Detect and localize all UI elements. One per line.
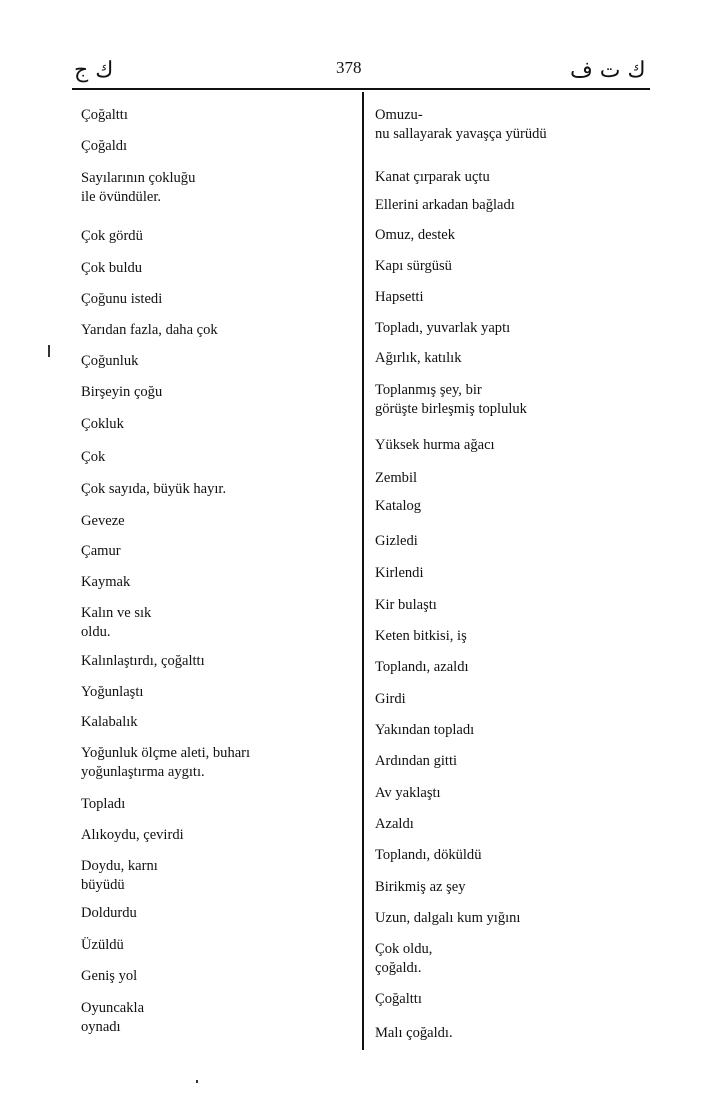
- turkish-meaning: çoğaldı.: [375, 960, 422, 976]
- turkish-meaning: Doydu, karnı: [81, 858, 158, 874]
- turkish-meaning: ile övündüler.: [81, 189, 162, 205]
- scan-speck: [48, 345, 50, 357]
- turkish-meaning: Geveze: [81, 513, 125, 529]
- turkish-meaning: Kir bulaştı: [375, 597, 437, 613]
- turkish-meaning: Çoğaldı: [81, 138, 128, 154]
- turkish-meaning: Girdi: [375, 691, 406, 707]
- turkish-meaning: Birikmiş az şey: [375, 879, 466, 895]
- turkish-meaning: Topladı: [81, 796, 126, 812]
- turkish-meaning: Yoğunlaştı: [81, 684, 144, 700]
- turkish-meaning: Kaymak: [81, 574, 131, 590]
- turkish-meaning: Toplanmış şey, bir: [375, 382, 482, 398]
- turkish-meaning: yoğunlaştırma aygıtı.: [81, 764, 205, 780]
- turkish-meaning: Alıkoydu, çevirdi: [81, 827, 184, 843]
- turkish-meaning: Hapsetti: [375, 289, 424, 305]
- turkish-meaning: Ardından gitti: [375, 753, 458, 769]
- turkish-meaning: Çamur: [81, 543, 121, 559]
- turkish-meaning: Kalın ve sık: [81, 605, 152, 621]
- turkish-meaning: oynadı: [81, 1019, 121, 1035]
- turkish-meaning: görüşte birleşmiş topluluk: [375, 401, 527, 417]
- turkish-meaning: Birşeyin çoğu: [81, 384, 163, 400]
- turkish-meaning: Uzun, dalgalı kum yığını: [375, 910, 521, 926]
- turkish-meaning: Çok buldu: [81, 260, 143, 276]
- turkish-meaning: Çoğalttı: [375, 991, 422, 1007]
- turkish-meaning: Toplandı, döküldü: [375, 847, 482, 863]
- turkish-meaning: Oyuncakla: [81, 1000, 145, 1016]
- header-rule: [72, 88, 650, 90]
- turkish-meaning: Azaldı: [375, 816, 414, 832]
- turkish-meaning: Topladı, yuvarlak yaptı: [375, 320, 511, 336]
- turkish-meaning: Ellerini arkadan bağladı: [375, 197, 515, 213]
- turkish-meaning: Yakından topladı: [375, 722, 475, 738]
- turkish-meaning: Kapı sürgüsü: [375, 258, 452, 274]
- turkish-meaning: Geniş yol: [81, 968, 138, 984]
- turkish-meaning: Kanat çırparak uçtu: [375, 169, 490, 185]
- turkish-meaning: Üzüldü: [81, 937, 124, 953]
- page-number: 378: [336, 58, 362, 77]
- turkish-meaning: Malı çoğaldı.: [375, 1025, 453, 1041]
- turkish-meaning: nu sallayarak yavaşça yürüdü: [375, 126, 547, 142]
- turkish-meaning: Çoğunluk: [81, 353, 139, 369]
- turkish-meaning: Kalabalık: [81, 714, 138, 730]
- turkish-meaning: oldu.: [81, 624, 111, 640]
- turkish-meaning: Çoğalttı: [81, 107, 128, 123]
- turkish-meaning: Yarıdan fazla, daha çok: [81, 322, 218, 338]
- header-left-letters: ك ج: [74, 58, 114, 83]
- turkish-meaning: Sayılarının çokluğu: [81, 170, 196, 186]
- turkish-meaning: Çok sayıda, büyük hayır.: [81, 481, 227, 497]
- turkish-meaning: Çokluk: [81, 416, 124, 432]
- header-right-letters: ك ت ف: [570, 58, 646, 83]
- turkish-meaning: Gizledi: [375, 533, 418, 549]
- turkish-meaning: Çok: [81, 449, 106, 465]
- turkish-meaning: Çok oldu,: [375, 941, 433, 957]
- turkish-meaning: Yoğunluk ölçme aleti, buharı: [81, 745, 251, 761]
- turkish-meaning: Yüksek hurma ağacı: [375, 437, 495, 453]
- turkish-meaning: Çoğunu istedi: [81, 291, 163, 307]
- turkish-meaning: Doldurdu: [81, 905, 137, 921]
- turkish-meaning: Omuzu-: [375, 107, 423, 123]
- turkish-meaning: Kalınlaştırdı, çoğalttı: [81, 653, 205, 669]
- turkish-meaning: Çok gördü: [81, 228, 143, 244]
- column-divider: [362, 92, 364, 1050]
- turkish-meaning: Keten bitkisi, iş: [375, 628, 467, 644]
- turkish-meaning: büyüdü: [81, 877, 125, 893]
- turkish-meaning: Omuz, destek: [375, 227, 456, 243]
- turkish-meaning: Toplandı, azaldı: [375, 659, 469, 675]
- scan-speck: [196, 1080, 198, 1083]
- turkish-meaning: Katalog: [375, 498, 422, 514]
- turkish-meaning: Ağırlık, katılık: [375, 350, 462, 366]
- turkish-meaning: Av yaklaştı: [375, 785, 441, 801]
- turkish-meaning: Kirlendi: [375, 565, 424, 581]
- turkish-meaning: Zembil: [375, 470, 418, 486]
